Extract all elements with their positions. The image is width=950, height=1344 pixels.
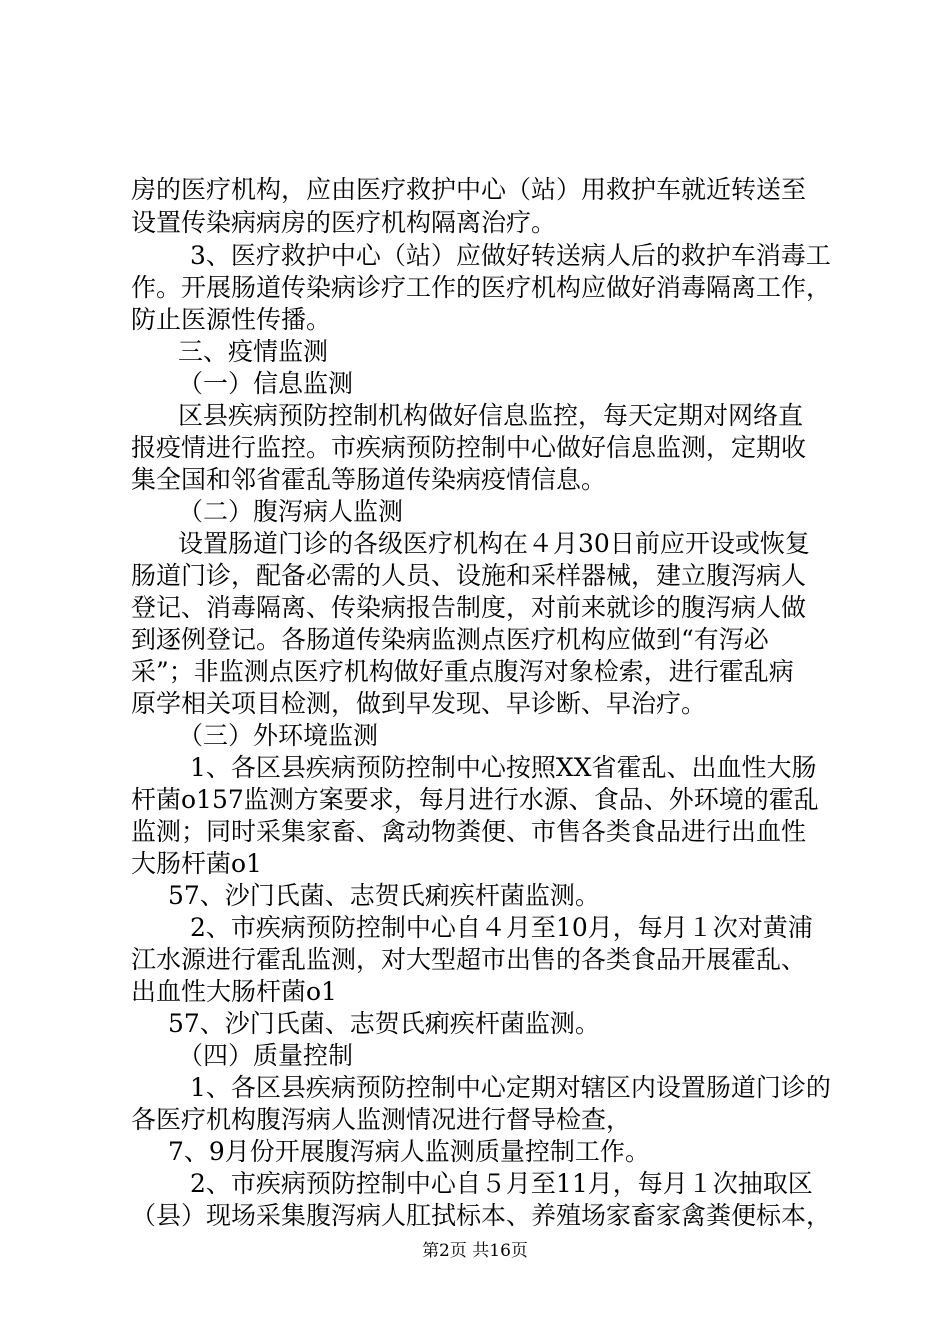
text-line: 监测；同时采集家畜、禽动物粪便、市售各类食品进行出血性	[131, 817, 807, 846]
text-line: 1、各区县疾病预防控制中心定期对辖区内设置肠道门诊的	[190, 1073, 831, 1102]
text-line: 登记、消毒隔离、传染病报告制度，对前来就诊的腹泻病人做	[131, 593, 807, 622]
text-line: 杆菌o157监测方案要求，每月进行水源、食品、外环境的霍乱	[131, 785, 819, 814]
page-number-footer: 第2页 共16页	[422, 1241, 528, 1261]
text-line: 57、沙门氏菌、志贺氏痢疾杆菌监测。	[168, 1009, 600, 1038]
text-line: 区县疾病预防控制机构做好信息监控，每天定期对网络直	[178, 401, 804, 430]
text-line: 到逐例登记。各肠道传染病监测点医疗机构应做到“有泻必	[131, 625, 769, 654]
text-line: 原学相关项目检测，做到早发现、早诊断、早治疗。	[131, 689, 707, 718]
section-heading: 三、疫情监测	[178, 337, 329, 366]
text-line: 1、各区县疾病预防控制中心按照XX省霍乱、出血性大肠	[190, 753, 817, 782]
text-line: 设置传染病病房的医疗机构隔离治疗。	[131, 208, 557, 237]
subsection-heading: （二）腹泻病人监测	[178, 497, 404, 526]
text-line: 报疫情进行监控。市疾病预防控制中心做好信息监测，定期收	[131, 433, 807, 462]
text-line: 集全国和邻省霍乱等肠道传染病疫情信息。	[131, 465, 607, 494]
text-line: 7、9月份开展腹泻病人监测质量控制工作。	[168, 1137, 650, 1166]
text-line: 防止医源性传播。	[131, 305, 332, 334]
text-line: 各医疗机构腹泻病人监测情况进行督导检查，	[131, 1105, 632, 1134]
text-line: 2、市疾病预防控制中心自４月至10月，每月１次对黄浦	[190, 913, 813, 942]
text-line: 房的医疗机构，应由医疗救护中心（站）用救护车就近转送至	[131, 175, 807, 204]
text-line: 2、市疾病预防控制中心自５月至11月，每月１次抽取区	[190, 1169, 813, 1198]
text-line: 出血性大肠杆菌o1	[131, 977, 337, 1006]
text-line: 江水源进行霍乱监测，对大型超市出售的各类食品开展霍乱、	[131, 945, 807, 974]
text-line: 设置肠道门诊的各级医疗机构在４月30日前应开设或恢复	[178, 529, 810, 558]
text-line: 3、医疗救护中心（站）应做好转送病人后的救护车消毒工	[190, 241, 831, 270]
subsection-heading: （三）外环境监测	[178, 721, 379, 750]
text-line: 大肠杆菌o1	[131, 849, 262, 878]
subsection-heading: （一）信息监测	[178, 369, 354, 398]
text-line: （县）现场采集腹泻病人肛拭标本、养殖场家畜家禽粪便标本，	[131, 1201, 832, 1230]
text-line: 肠道门诊，配备必需的人员、设施和采样器械，建立腹泻病人	[131, 561, 807, 590]
subsection-heading: （四）质量控制	[178, 1041, 354, 1070]
text-line: 57、沙门氏菌、志贺氏痢疾杆菌监测。	[168, 881, 600, 910]
text-line: 采”；非监测点医疗机构做好重点腹泻对象检索，进行霍乱病	[131, 657, 794, 686]
text-line: 作。开展肠道传染病诊疗工作的医疗机构应做好消毒隔离工作，	[131, 273, 832, 302]
